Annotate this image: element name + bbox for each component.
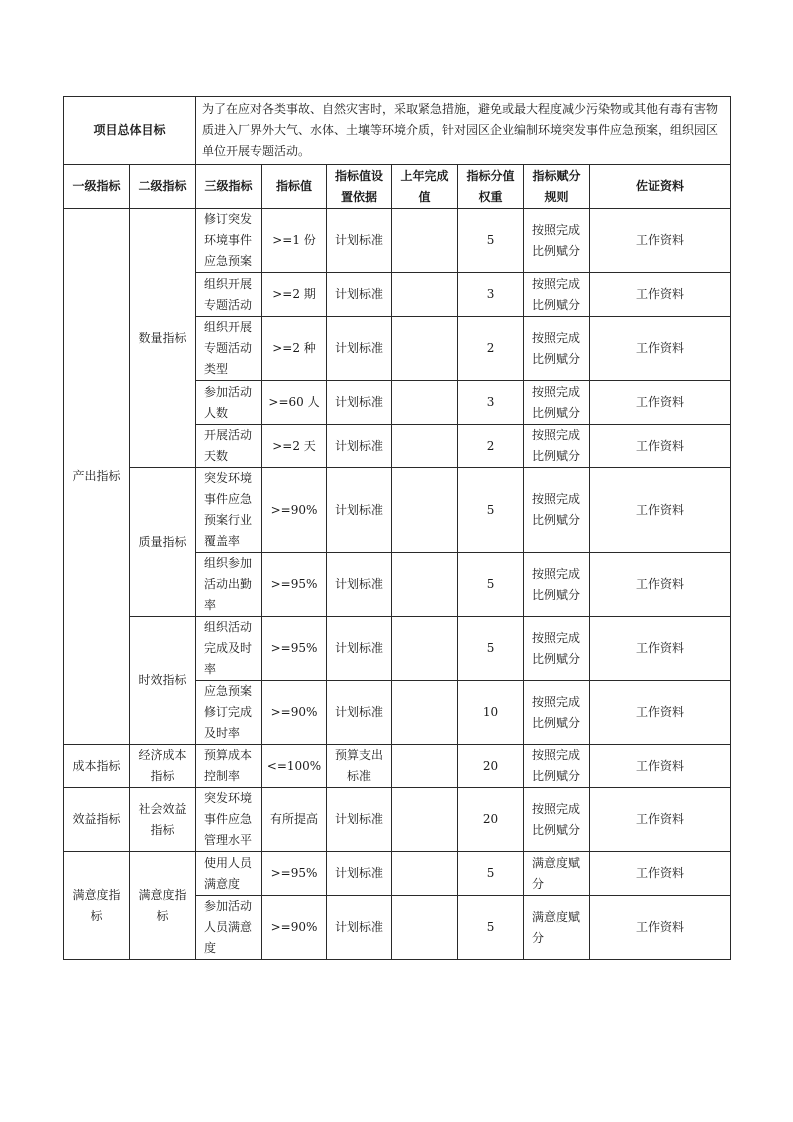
subgroup-quantity: 数量指标 [130, 209, 196, 468]
header-level3: 三级指标 [196, 165, 262, 209]
weight-cell: 5 [458, 617, 524, 681]
level3-cell: 应急预案修订完成及时率 [196, 681, 262, 745]
weight-cell: 10 [458, 681, 524, 745]
rule-cell: 按照完成比例赋分 [524, 617, 590, 681]
evidence-cell: 工作资料 [590, 788, 731, 852]
subgroup-quality: 质量指标 [130, 468, 196, 617]
table-row [64, 468, 731, 553]
group-cost: 成本指标 [64, 745, 130, 788]
value-cell: >=2 天 [262, 425, 327, 468]
last-year-cell [392, 209, 458, 273]
weight-cell: 5 [458, 553, 524, 617]
weight-cell: 5 [458, 896, 524, 960]
basis-cell: 计划标准 [327, 425, 392, 468]
group-benefit: 效益指标 [64, 788, 130, 852]
header-evidence: 佐证资料 [590, 165, 731, 209]
evidence-cell: 工作资料 [590, 681, 731, 745]
last-year-cell [392, 381, 458, 425]
header-basis: 指标值设置依据 [327, 165, 392, 209]
evidence-cell: 工作资料 [590, 852, 731, 896]
value-cell: >=90% [262, 681, 327, 745]
weight-cell: 5 [458, 209, 524, 273]
last-year-cell [392, 317, 458, 381]
evidence-cell: 工作资料 [590, 317, 731, 381]
subgroup-economic-cost: 经济成本指标 [130, 745, 196, 788]
basis-cell: 计划标准 [327, 381, 392, 425]
evidence-cell: 工作资料 [590, 468, 731, 553]
basis-cell: 计划标准 [327, 788, 392, 852]
last-year-cell [392, 681, 458, 745]
performance-indicator-table [63, 96, 731, 960]
last-year-cell [392, 273, 458, 317]
goal-text: 为了在应对各类事故、自然灾害时，采取紧急措施，避免或最大程度减少污染物或其他有毒有害物质进入厂界外大气、水体、土壤等环境介质，针对园区企业编制环境突发事件应急预案，组织园区单位开展专题活动。 [196, 97, 731, 165]
basis-cell: 计划标准 [327, 468, 392, 553]
basis-cell: 计划标准 [327, 209, 392, 273]
level3-cell: 突发环境事件应急管理水平 [196, 788, 262, 852]
level3-cell: 组织参加活动出勤率 [196, 553, 262, 617]
rule-cell: 按照完成比例赋分 [524, 788, 590, 852]
weight-cell: 20 [458, 788, 524, 852]
level3-cell: 组织开展专题活动 [196, 273, 262, 317]
evidence-cell: 工作资料 [590, 425, 731, 468]
evidence-cell: 工作资料 [590, 896, 731, 960]
table-row [64, 852, 731, 896]
basis-cell: 计划标准 [327, 896, 392, 960]
evidence-cell: 工作资料 [590, 745, 731, 788]
header-level1: 一级指标 [64, 165, 130, 209]
level3-cell: 预算成本控制率 [196, 745, 262, 788]
basis-cell: 计划标准 [327, 273, 392, 317]
basis-cell: 计划标准 [327, 852, 392, 896]
weight-cell: 2 [458, 317, 524, 381]
rule-cell: 满意度赋分 [524, 896, 590, 960]
last-year-cell [392, 617, 458, 681]
basis-cell: 计划标准 [327, 617, 392, 681]
group-satisfaction: 满意度指标 [64, 852, 130, 960]
table-row [64, 209, 731, 273]
level3-cell: 使用人员满意度 [196, 852, 262, 896]
evidence-cell: 工作资料 [590, 273, 731, 317]
rule-cell: 按照完成比例赋分 [524, 317, 590, 381]
last-year-cell [392, 745, 458, 788]
level3-cell: 突发环境事件应急预案行业覆盖率 [196, 468, 262, 553]
rule-cell: 按照完成比例赋分 [524, 209, 590, 273]
level3-cell: 组织活动完成及时率 [196, 617, 262, 681]
last-year-cell [392, 852, 458, 896]
value-cell: >=90% [262, 896, 327, 960]
value-cell: <=100% [262, 745, 327, 788]
weight-cell: 3 [458, 273, 524, 317]
value-cell: >=95% [262, 553, 327, 617]
level3-cell: 修订突发环境事件应急预案 [196, 209, 262, 273]
weight-cell: 5 [458, 852, 524, 896]
evidence-cell: 工作资料 [590, 381, 731, 425]
basis-cell: 计划标准 [327, 553, 392, 617]
header-level2: 二级指标 [130, 165, 196, 209]
basis-cell: 计划标准 [327, 317, 392, 381]
rule-cell: 按照完成比例赋分 [524, 553, 590, 617]
level3-cell: 参加活动人员满意度 [196, 896, 262, 960]
level3-cell: 参加活动人数 [196, 381, 262, 425]
last-year-cell [392, 468, 458, 553]
basis-cell: 计划标准 [327, 681, 392, 745]
last-year-cell [392, 553, 458, 617]
header-row [64, 165, 731, 209]
rule-cell: 按照完成比例赋分 [524, 381, 590, 425]
rule-cell: 按照完成比例赋分 [524, 273, 590, 317]
basis-cell: 预算支出标准 [327, 745, 392, 788]
header-rule: 指标赋分规则 [524, 165, 590, 209]
level3-cell: 组织开展专题活动类型 [196, 317, 262, 381]
rule-cell: 按照完成比例赋分 [524, 745, 590, 788]
value-cell: >=2 期 [262, 273, 327, 317]
goal-row [64, 97, 731, 165]
subgroup-satisfaction: 满意度指标 [130, 852, 196, 960]
weight-cell: 2 [458, 425, 524, 468]
rule-cell: 按照完成比例赋分 [524, 468, 590, 553]
last-year-cell [392, 896, 458, 960]
last-year-cell [392, 425, 458, 468]
weight-cell: 20 [458, 745, 524, 788]
value-cell: 有所提高 [262, 788, 327, 852]
group-output: 产出指标 [64, 209, 130, 745]
subgroup-timeliness: 时效指标 [130, 617, 196, 745]
header-last-year: 上年完成值 [392, 165, 458, 209]
header-value: 指标值 [262, 165, 327, 209]
evidence-cell: 工作资料 [590, 617, 731, 681]
table-row [64, 617, 731, 681]
evidence-cell: 工作资料 [590, 553, 731, 617]
value-cell: >=1 份 [262, 209, 327, 273]
header-weight: 指标分值权重 [458, 165, 524, 209]
weight-cell: 3 [458, 381, 524, 425]
evidence-cell: 工作资料 [590, 209, 731, 273]
value-cell: >=90% [262, 468, 327, 553]
last-year-cell [392, 788, 458, 852]
weight-cell: 5 [458, 468, 524, 553]
goal-label: 项目总体目标 [64, 97, 196, 165]
table-row [64, 788, 731, 852]
rule-cell: 满意度赋分 [524, 852, 590, 896]
rule-cell: 按照完成比例赋分 [524, 681, 590, 745]
rule-cell: 按照完成比例赋分 [524, 425, 590, 468]
table-row [64, 745, 731, 788]
subgroup-social-benefit: 社会效益指标 [130, 788, 196, 852]
level3-cell: 开展活动天数 [196, 425, 262, 468]
value-cell: >=95% [262, 617, 327, 681]
value-cell: >=60 人 [262, 381, 327, 425]
value-cell: >=95% [262, 852, 327, 896]
value-cell: >=2 种 [262, 317, 327, 381]
